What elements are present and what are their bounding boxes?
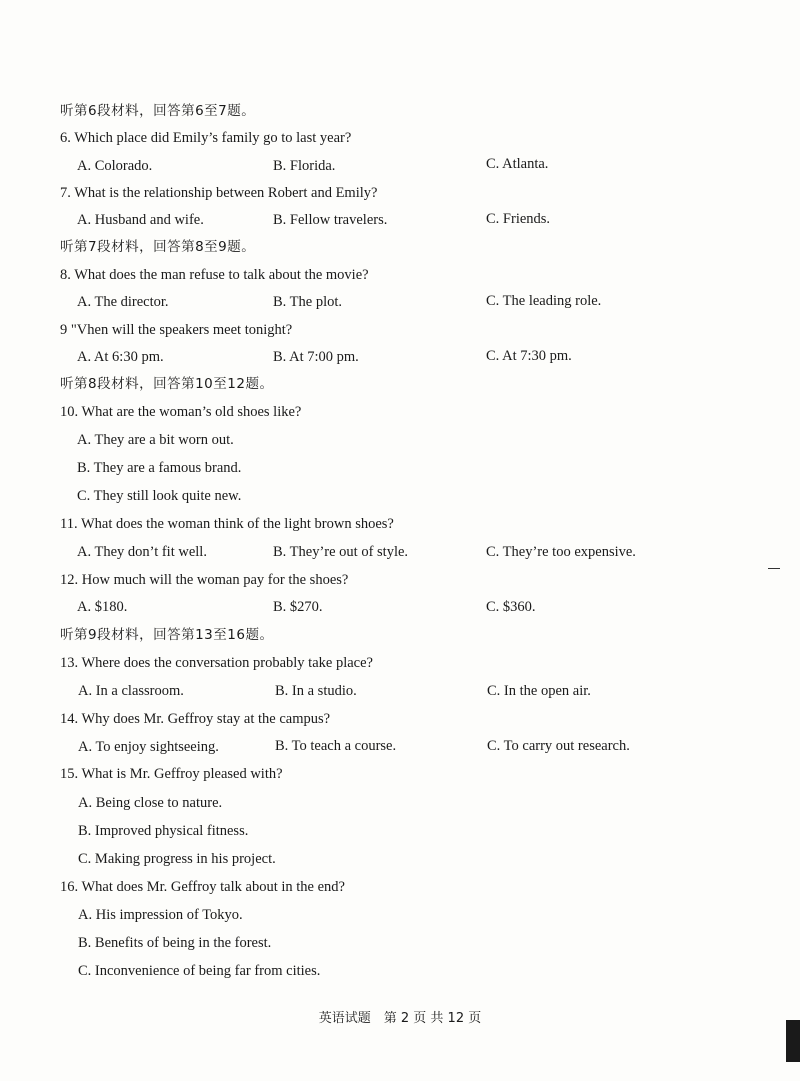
option-b: B. They are a famous brand. (77, 460, 242, 476)
question-stem: 6. Which place did Emily’s family go to last year? (60, 130, 352, 146)
section-instruction: 听第9段材料，回答第13至16题。 (60, 627, 274, 643)
option-a: A. They are a bit worn out. (77, 432, 234, 448)
section-instruction: 听第7段材料，回答第8至9题。 (60, 239, 256, 255)
option-b: B. At 7:00 pm. (273, 349, 359, 365)
question-stem: 10. What are the woman’s old shoes like? (60, 404, 302, 420)
corner-marker (786, 1020, 800, 1062)
margin-mark (768, 568, 780, 569)
question-stem: 16. What does Mr. Geffroy talk about in the end? (60, 879, 345, 895)
option-c: C. They still look quite new. (77, 488, 242, 504)
page-footer: 英语试题 第 2 页 共 12 页 (318, 1011, 482, 1026)
option-c: C. The leading role. (486, 293, 602, 309)
option-b: B. They’re out of style. (273, 544, 409, 560)
option-a: A. Husband and wife. (77, 212, 204, 228)
question-stem: 15. What is Mr. Geffroy pleased with? (60, 766, 283, 782)
question-stem: 9 "Vhen will the speakers meet tonight? (60, 322, 293, 338)
question-stem: 11. What does the woman think of the light brown shoes? (60, 516, 394, 532)
option-b: B. To teach a course. (275, 738, 397, 754)
option-a: A. Colorado. (77, 158, 153, 174)
option-a: A. In a classroom. (78, 683, 184, 699)
option-b: B. Benefits of being in the forest. (78, 935, 272, 951)
option-c: C. Making progress in his project. (78, 851, 276, 867)
question-stem: 7. What is the relationship between Robert and Emily? (60, 185, 378, 201)
option-b: B. Florida. (273, 158, 336, 174)
option-a: A. His impression of Tokyo. (78, 907, 243, 923)
option-a: A. To enjoy sightseeing. (78, 739, 219, 755)
option-c: C. Inconvenience of being far from cities. (78, 963, 321, 979)
option-c: C. To carry out research. (487, 738, 630, 754)
option-b: B. In a studio. (275, 683, 357, 699)
option-a: A. They don’t fit well. (77, 544, 207, 560)
option-b: B. $270. (273, 599, 323, 615)
option-a: A. At 6:30 pm. (77, 349, 164, 365)
question-stem: 13. Where does the conversation probably take place? (60, 655, 373, 671)
option-c: C. Atlanta. (486, 156, 549, 172)
option-b: B. The plot. (273, 294, 343, 310)
option-c: C. At 7:30 pm. (486, 348, 572, 364)
question-stem: 14. Why does Mr. Geffroy stay at the campus? (60, 711, 331, 727)
question-stem: 8. What does the man refuse to talk about the movie? (60, 267, 369, 283)
option-c: C. Friends. (486, 211, 551, 227)
section-instruction: 听第6段材料，回答第6至7题。 (60, 103, 256, 119)
option-c: C. In the open air. (487, 683, 591, 699)
option-b: B. Fellow travelers. (273, 212, 388, 228)
section-instruction: 听第8段材料，回答第10至12题。 (60, 376, 274, 392)
option-b: B. Improved physical fitness. (78, 823, 249, 839)
option-a: A. The director. (77, 294, 169, 310)
option-a: A. $180. (77, 599, 128, 615)
question-stem: 12. How much will the woman pay for the shoes? (60, 572, 349, 588)
option-c: C. $360. (486, 599, 536, 615)
option-a: A. Being close to nature. (78, 795, 223, 811)
option-c: C. They’re too expensive. (486, 544, 636, 560)
